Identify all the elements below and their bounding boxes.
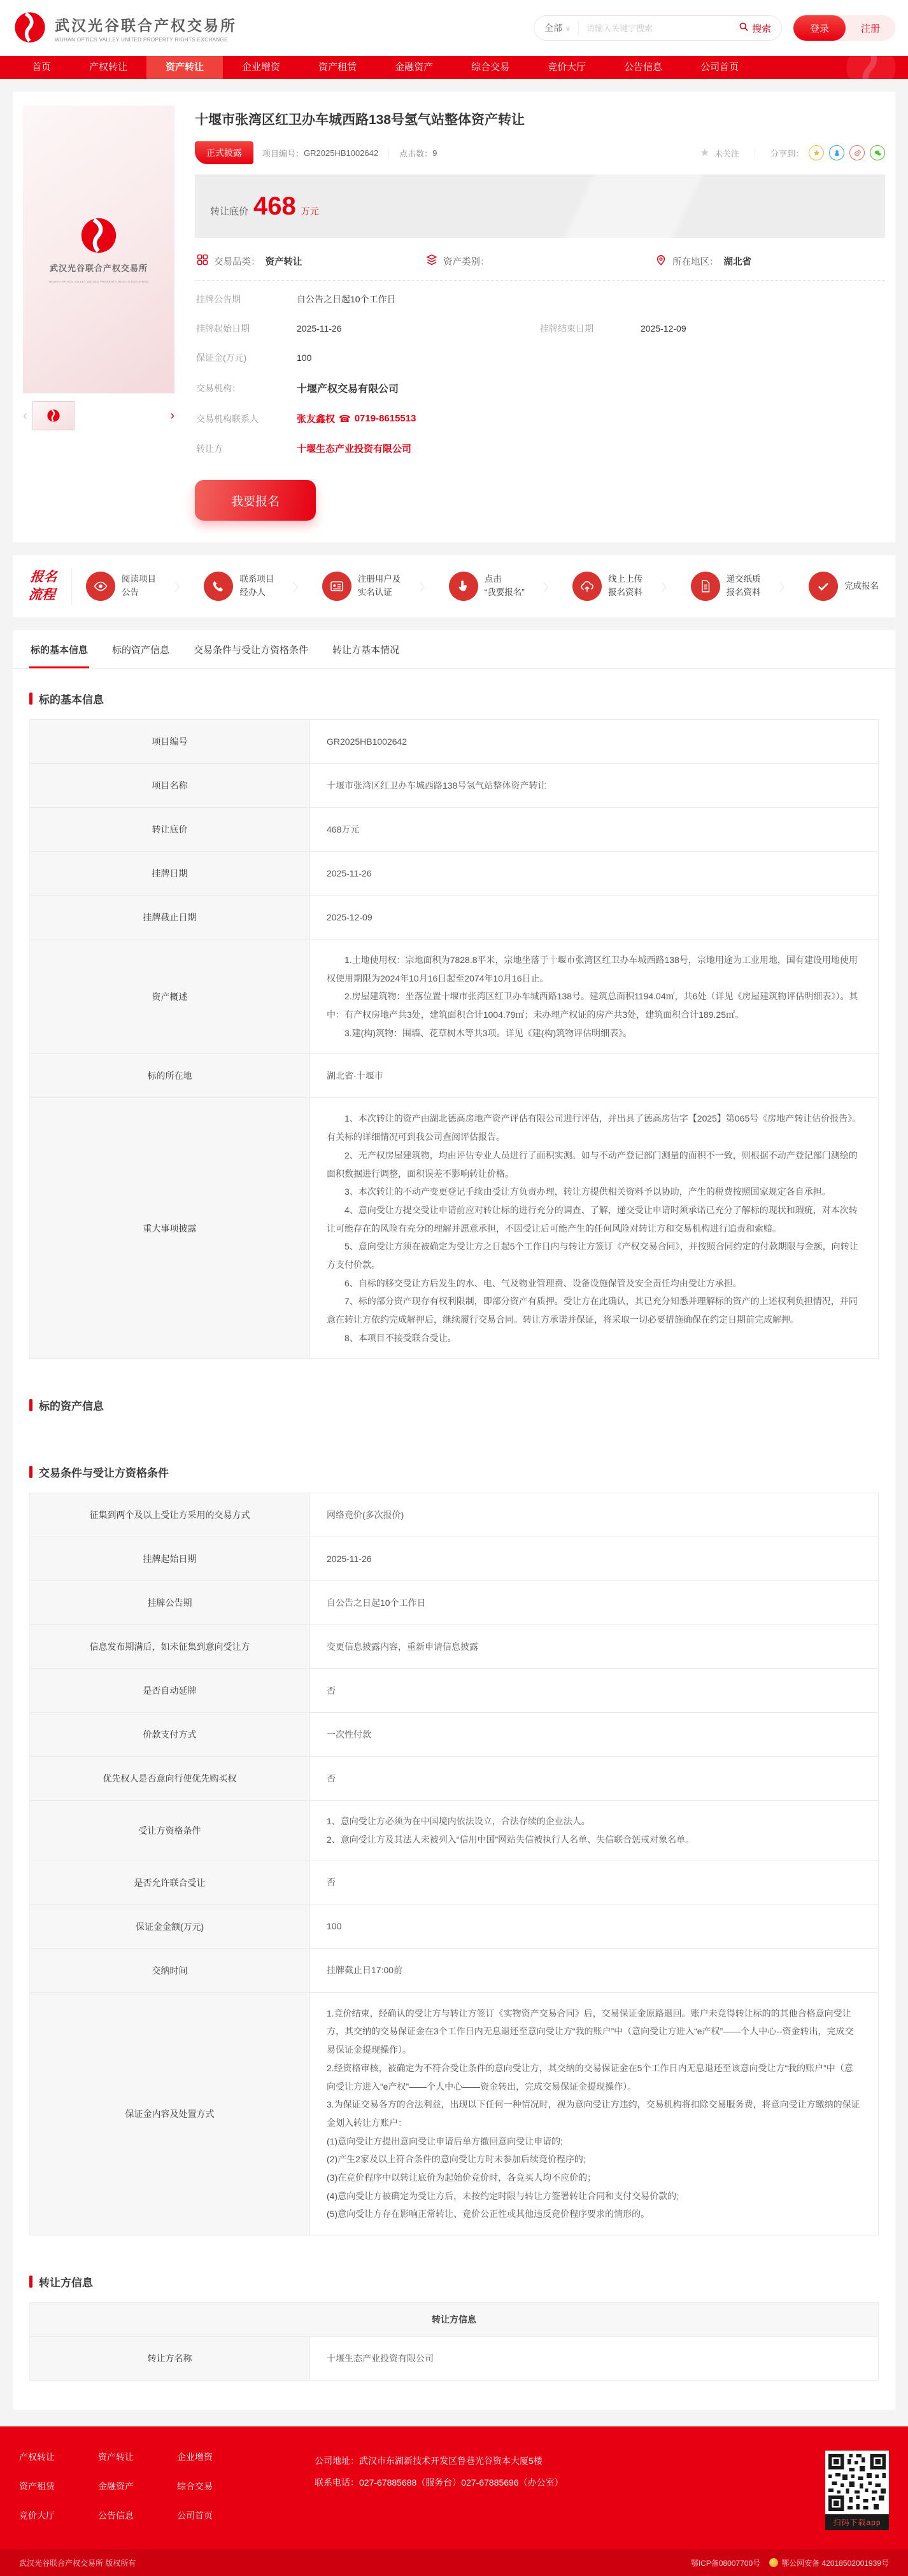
section-asset-info-heading: 标的资产信息 [29,1397,879,1413]
follow-status[interactable]: 未关注 [714,148,739,158]
table-row: 挂牌起始日期 2025-11-26 [30,1537,879,1581]
table-row: 标的所在地 湖北省·十堰市 [30,1054,879,1098]
thumbnail-prev-icon[interactable]: ‹ [23,408,27,423]
listing-title: 十堰市张湾区红卫办车城西路138号氢气站整体资产转让 [195,113,525,127]
section-bar [29,1466,32,1478]
app-qr-code[interactable] [825,2451,889,2514]
image-logo-icon [79,216,118,255]
brand-logo-icon [13,10,47,46]
table-row: 价款支付方式 一次性付款 [30,1713,879,1757]
section-bar [29,1399,32,1411]
nav-item-home[interactable]: 首页 [32,62,52,73]
site-logo[interactable] [13,10,237,46]
section-conditions-heading: 交易条件与受让方资格条件 [29,1464,879,1480]
nav-item-capital-increase[interactable]: 企业增资 [242,62,281,73]
footer-bottom-bar [0,2549,908,2576]
status-badge: 正式披露 [195,141,253,164]
brand-name-en: WUHAN OPTICS VALLEY UNITED PROPERTY RIGHTS EXCHANGE [55,36,228,43]
table-header-row: 转让方信息 [30,2303,879,2337]
clicks-label: 点击数： [399,148,433,158]
click-hand-icon [449,572,478,601]
table-row: 保证金金额(万元) 100 [30,1904,879,1948]
field-notice-period: 挂牌公告期 自公告之日起10个工作日 [196,294,396,304]
tab-transferor[interactable]: 转让方基本情况 [332,645,400,656]
weibo-icon[interactable] [849,145,865,160]
star-icon[interactable]: ★ [700,148,709,158]
footer-phone: 联系电话：027-67885688（服务台）027-67885696（办公室） [315,2477,564,2488]
category-grid-icon [196,253,209,269]
step-arrow-icon: 〉 [419,581,430,594]
table-row: 挂牌公告期 自公告之日起10个工作日 [30,1581,879,1625]
process-step-submit-paper: 递交纸质 报名资料 [691,572,761,601]
search-icon [739,22,749,34]
nav-item-announcements[interactable]: 公告信息 [624,62,663,73]
asset-class-icon [425,253,438,269]
main-nav [0,56,908,79]
table-row: 转让方名称 十堰生态产业投资有限公司 [30,2337,879,2381]
listing-card: 武汉光谷联合产权交易所 WUHAN OPTICS VALLEY UNITED PROPERTY RIGHTS EXCHANGE ‹ › 十堰市张湾区红卫办车城西路138号氢气站整体资产转让 正式披露 项目编号： GR2025HB1002642 ｜ 点击数： 9 ★ 未关注 ｜ 分享到： 转让底价 468 万元 交易品类： 资产转让 资产类别： 所在地区： 湖北省 挂牌公告期 自公告之日起10个工作日 挂牌起始日期 2025-11-26 挂牌结束日期 2025-12-09 保证金(万元) 100 交易机构： 十堰产权交易有限公司 交易机构联系人 张友鑫权 ☎ 0719-8615513 转让方 十堰生态产业投资有限公司 我要报名 [13,92,895,542]
table-row-deposit-rule: 保证金内容及处置方式 1.竞价结束，经确认的受让方与转让方签订《实物资产交易合同》后，交易保证金原路退回。账户未竞得转让标的的其他合格意向受让方，其交纳的交易保证金在3个工作日内无息退还至意向受让方“我的账户”中（意向受让方进入“e产权”——个人中心--资金转出，完成交易保证金提现操作）。 2.经资格审核，被确定为不符合受让条件的意向受让方，其交纳的交易保证金在5个工作日内无息退还至该意向受让方“我的账户”中（意向受让方进入“e产权”——个人中心——资金转出，完成交易保证金提现操作）。 3.为保证交易各方的合法利益，出现以下任何一种情况时，视为意向受让方违约，交易机构将扣除交易服务费，将意向受让方缴纳的保证金划入转让方账户： (1)意向受让方提出意向受让申请后单方撤回意向受让申请的; (2)产生2家及以上符合条件的意向受让方时未参加后续竞价程序的; (3)在竞价程序中以转让底价为起始价竞价时，各竞买人均不应价的； (4)意向受让方被确定为受让方后，未按约定时限与转让方签署转让合同和支付交易价款的; (5)意向受让方存在影响正常转让、竞价公正性或其他违反竞价程序要求的情形的。 [30,1992,879,2235]
footer-contact [315,2451,564,2493]
detail-tabs-card [13,630,895,2410]
section-transferor-heading: 转让方信息 [29,2274,879,2290]
thumbnail[interactable] [32,401,74,430]
site-header [0,0,908,56]
footer-link[interactable]: 金融资产 [98,2481,134,2491]
apply-button[interactable]: 我要报名 [195,480,316,521]
field-dates: 挂牌起始日期 2025-11-26 挂牌结束日期 2025-12-09 [196,323,686,334]
police-record[interactable]: 鄂公网安备 42018502001939号 [769,2558,889,2568]
table-row: 交纳时间 挂牌截止日17:00前 [30,1948,879,1992]
qr-download-label[interactable]: 扫码下载app [825,2514,889,2530]
step-arrow-icon: 〉 [292,581,304,594]
brand-name-cn: 武汉光谷联合产权交易所 [55,17,237,34]
step-arrow-icon: 〉 [174,581,186,594]
transferor-table [29,2302,879,2381]
price-unit: 万元 [301,206,319,216]
footer-link[interactable]: 企业增资 [177,2452,213,2462]
table-row: 优先权人是否意向行使优先购买权 否 [30,1757,879,1801]
trade-category: 交易品类： 资产转让 [196,253,425,269]
table-row-disclosure: 重大事项披露 1、本次转让的资产由湖北德高房地产资产评估有限公司进行评估，并出具了德高房估字【2025】第065号《房地产转让估价报告》。有关标的详细情况可到我公司查阅评估报告。 2、无产权房屋建筑物，均由评估专业人员进行了面积实测。如与不动产登记部门测量的面积不一致，则根据不动产登记部门测绘的面积数据进行调整，面积误差不影响转让价格。 3、本次转让的不动产变更登记手续由受让方负责办理，转让方提供相关资料予以协助，产生的税费按照国家规定各自承担。 4、意向受让方提交受让申请前应对转让标的进行充分的调查、了解，递交受让申请时须承诺已充分了解标的现状和瑕疵，对本次转让可能存在的风险有充分的理解并愿意承担，不因受让后可能产生的任何风险对转让方和交易机构进行追责和索赔。 5、意向受让方须在被确定为受让方之日起5个工作日内与转让方签订《产权交易合同》，并按照合同约定的付款期限与金额，向转让方支付价款。 6、自标的移交受让方后发生的水、电、气及物业管理费、设备设施保管及安全责任均由受让方承担。 7、标的部分资产现存有权利限制，即部分资产有质押。受让方在此确认，其已充分知悉并理解标的资产的上述权利负担情况，并同意在转让方依约完成解押后，继续履行交易合同。转让方承诺并保证，将采取一切必要措施确保在约定日期前完成解押。 8、本项目不接受联合受让。 [30,1098,879,1359]
table-row: 转让底价 468万元 [30,808,879,852]
footer-link[interactable]: 公司首页 [177,2510,213,2521]
process-title: 报名 流程 [27,569,58,602]
process-step-contact: 联系项目 经办人 [204,572,274,601]
divider [195,280,885,281]
section-bar [29,2276,32,2288]
price-banner [195,174,885,238]
nav-item-asset-transfer[interactable]: 资产转让 [146,56,223,79]
tab-basic-info[interactable]: 标的基本信息 [29,630,89,668]
table-row: 挂牌日期 2025-11-26 [30,852,879,896]
thumbnail-next-icon[interactable]: › [170,408,174,423]
step-arrow-icon: 〉 [779,581,790,594]
field-transferor: 转让方 十堰生态产业投资有限公司 [196,443,412,454]
check-icon [809,572,838,601]
share-label: 分享到： [770,148,804,158]
table-row-asset-overview: 资产概述 1.土地使用权：宗地面积为7828.8平米，宗地坐落于十堰市张湾区红卫办车城西路138号，宗地用途为工业用地，国有建设用地使用权使用期限为2024年10月16日起至2074年10月16日止。 2.房屋建筑物：坐落位置十堰市张湾区红卫办车城西路138号。建筑总面积1194.04㎡，共6处（详见《房屋建筑物评估明细表》）。其中：有产权房地产共3处，建筑面积合计1004.79㎡；未办理产权证的房产共3处，建筑面积合计189.25㎡。 3.建(构)筑物：围墙、花草树木等共3项。详见《建(构)筑物评估明细表》。 [30,940,879,1054]
footer-links [19,2451,238,2522]
location-pin-icon [655,253,667,269]
process-step-done: 完成报名 [809,572,879,601]
clicks-count: 9 [432,148,437,158]
nav-item-asset-lease[interactable]: 资产租赁 [318,62,357,73]
process-step-register: 注册用户及 实名认证 [322,572,401,601]
contact-phone[interactable]: 0719-8615513 [354,413,416,424]
phone-icon [204,572,233,601]
footer-link[interactable]: 资产租赁 [19,2481,55,2491]
tab-asset-info[interactable]: 标的资产信息 [112,645,170,656]
step-arrow-icon: 〉 [661,581,672,594]
listing-main-image[interactable]: 武汉光谷联合产权交易所 WUHAN OPTICS VALLEY UNITED PROPERTY RIGHTS EXCHANGE [23,106,174,393]
asset-class: 资产类别： [425,253,655,269]
footer-link[interactable]: 产权转让 [19,2452,55,2462]
conditions-table [29,1493,879,2235]
table-row: 项目名称 十堰市张湾区红卫办车城西路138号氢气站整体资产转让 [30,764,879,808]
eye-icon [86,572,115,601]
table-row: 挂牌截止日期 2025-12-09 [30,896,879,940]
wechat-icon[interactable] [870,145,885,160]
tab-conditions[interactable]: 交易条件与受让方资格条件 [194,645,309,656]
process-step-apply: 点击 “我要报名” [449,572,525,601]
document-icon [691,572,720,601]
id-card-icon [322,572,351,601]
login-button[interactable]: 登录 [793,15,846,41]
footer-link[interactable]: 资产转让 [98,2452,134,2462]
chevron-down-icon: ∨ [565,24,571,32]
search-bar [534,15,782,41]
qzone-icon[interactable] [809,145,824,160]
price-label: 转让底价 [210,206,249,217]
qq-icon[interactable] [829,145,844,160]
nav-item-financial-assets[interactable]: 金融资产 [395,62,434,73]
nav-item-property-transfer[interactable]: 产权转让 [89,62,128,73]
step-arrow-icon: 〉 [543,581,554,594]
table-row: 信息发布期满后，如未征集到意向受让方 变更信息披露内容，重新申请信息披露 [30,1625,879,1669]
phone-icon: ☎ [339,413,351,425]
search-scope-select[interactable]: 全部 ∨ [544,22,579,34]
footer-link[interactable]: 综合交易 [177,2481,213,2491]
nav-item-comprehensive[interactable]: 综合交易 [471,62,510,73]
table-row: 项目编号 GR2025HB1002642 [30,720,879,764]
field-contact: 交易机构联系人 张友鑫权 ☎ 0719-8615513 [196,413,416,425]
field-deposit: 保证金(万元) 100 [196,353,312,363]
search-button[interactable]: 搜索 [739,22,771,35]
cloud-upload-icon [572,572,602,601]
divider [71,568,72,605]
nav-item-company-home[interactable]: 公司首页 [700,62,739,73]
table-row-qualification: 受让方资格条件 1、意向受让方必须为在中国境内依法设立，合法存续的企业法人。 2、意向受让方及其法人未被列入“信用中国”网站失信被执行人名单、失信联合惩戒对象名单。 [30,1801,879,1861]
project-no-label: 项目编号： [262,148,304,158]
process-step-upload: 线上上传 报名资料 [572,572,642,601]
tab-bar [13,630,895,669]
table-row: 征集到两个及以上受让方采用的交易方式 网络竞价(多次报价) [30,1493,879,1537]
footer-link[interactable]: 竞价大厅 [19,2510,55,2521]
basic-info-table [29,719,879,1359]
table-row: 是否自动延牌 否 [30,1669,879,1713]
project-no: GR2025HB1002642 [304,148,379,158]
site-footer [0,2426,908,2549]
nav-item-bidding-hall[interactable]: 竞价大厅 [548,62,586,73]
section-basic-info-heading: 标的基本信息 [29,691,879,707]
footer-address: 公司地址：武汉市东湖新技术开发区鲁巷光谷资本大厦5楼 [315,2456,543,2466]
register-button[interactable]: 注册 [846,22,895,35]
icp-record[interactable]: 鄂ICP备08007700号 [690,2558,761,2568]
process-step-read-notice: 阅读项目 公告 [86,572,156,601]
auth-buttons [793,15,895,41]
field-agency: 交易机构： 十堰产权交易有限公司 [196,383,399,395]
nav-logo-watermark-icon [843,56,899,79]
region: 所在地区： 湖北省 [655,253,884,269]
copyright: 武汉光谷联合产权交易所 版权所有 [19,2558,136,2568]
table-row: 是否允许联合受让 否 [30,1861,879,1904]
image-logo-text: 武汉光谷联合产权交易所 [49,264,148,273]
listing-gallery [23,106,174,521]
police-badge-icon [769,2558,778,2567]
price-value: 468 [253,192,296,220]
process-card [13,555,895,617]
footer-link[interactable]: 公告信息 [98,2510,134,2521]
search-input[interactable] [579,24,739,33]
section-bar [29,693,32,705]
